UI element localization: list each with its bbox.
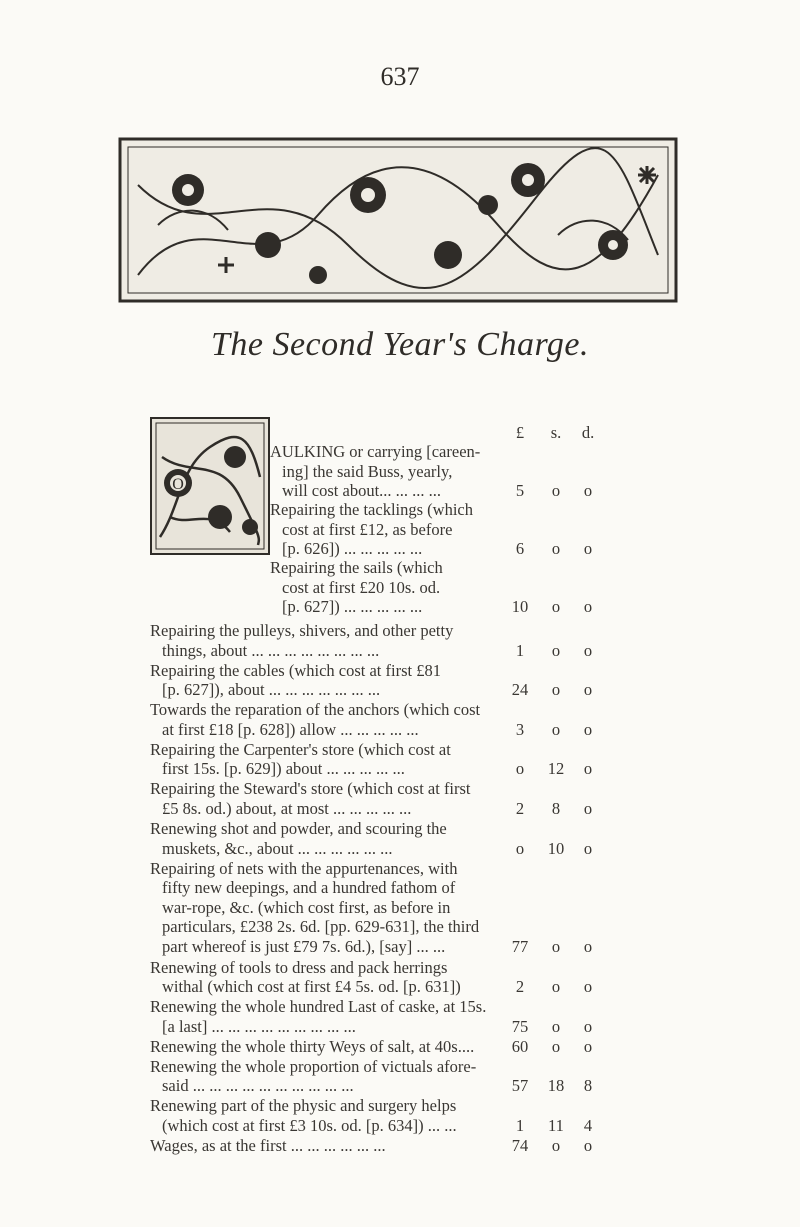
charge-entry [150,859,750,957]
entry-text: Renewing shot and powder, and scouring the [150,819,447,838]
entry-text: Repairing of nets with the appurtenances, with [150,858,458,878]
charge-entry [150,1096,750,1135]
charge-entry [150,1057,750,1096]
entry-text: muskets, &c., about ... ... ... ... ... ... [162,838,393,858]
entry-text: (which cost at first £3 10s. od. [p. 634]) ... ... [162,1115,457,1135]
charge-entry [150,819,750,858]
pence-column-header: d. [581,423,595,442]
entry-text: Repairing the pulleys, shivers, and other petty [150,621,454,640]
pence-value: o [583,1016,593,1036]
pence-value: o [583,597,593,616]
entry-text: Repairing the cables (which cost at first £81 [150,660,441,680]
entry-text: fifty new deepings, and a hundred fathom of [162,878,456,898]
entry-text: £5 8s. od.) about, at most ... ... ... ... ... [162,798,412,818]
entry-text: will cost about... ... ... ... [282,481,442,500]
shillings-value: 8 [551,798,561,818]
entry-line [150,819,750,839]
svg-text:O: O [172,476,184,493]
pounds-value: 75 [511,1016,529,1036]
charge-entry [150,779,750,818]
shillings-value: o [551,640,561,660]
shillings-value: o [551,936,561,956]
entry-text: withal (which cost at first £4 5s. od. [p. 631]) [162,977,461,997]
entry-line [150,1017,750,1037]
entry-line [150,799,750,819]
shillings-value: o [551,1036,561,1056]
entry-text: Repairing the Carpenter's store (which cost at [150,739,451,759]
entry-line [150,481,750,501]
entry-text: AULKING or carrying [careen- [270,442,481,461]
pounds-value: 74 [511,1135,529,1155]
pounds-value: 1 [515,640,525,660]
entry-line [150,578,750,598]
charge-entry [150,997,750,1036]
entry-line [150,740,750,760]
floral-headpiece-ornament [118,135,678,305]
pence-value: o [583,539,593,558]
entry-line [150,661,750,681]
pence-value: o [583,481,593,500]
pence-value: o [583,1036,593,1056]
shillings-value: o [551,1016,561,1036]
charge-entry [150,700,750,739]
entry-line [150,641,750,661]
entry-line [150,1136,750,1156]
entry-line [150,720,750,740]
entry-text: [p. 626]) ... ... ... ... ... [282,539,423,558]
entry-text: Repairing the sails (which [270,558,443,577]
shillings-value: o [551,680,561,700]
entry-text: Renewing the whole hundred Last of caske, at 15s. [150,997,487,1017]
entry-line [150,1096,750,1116]
entry-text: things, about ... ... ... ... ... ... ... ... [162,640,380,660]
entry-line [150,1037,750,1057]
pence-value: o [583,759,593,779]
pounds-value: 2 [515,798,525,818]
entry-text: particulars, £238 2s. 6d. [pp. 629-631], the third [162,917,480,937]
entry-text: cost at first £12, as before [282,519,453,539]
charge-entry [150,1037,750,1057]
entry-line [150,500,750,520]
entry-text: at first £18 [p. 628]) allow ... ... ... ... ... [162,719,419,739]
entry-line [150,839,750,859]
entry-line [150,759,750,779]
pounds-value: 57 [511,1076,529,1096]
pounds-value: 6 [515,539,525,558]
entry-line [150,958,750,978]
pounds-value: 2 [515,977,525,997]
entry-text: Wages, as at the first ... ... ... ... ... ... [150,1135,386,1155]
entry-text: Repairing the Steward's store (which cost at first [150,779,471,799]
pence-value: o [583,798,593,818]
shillings-column-header: s. [550,423,562,442]
pounds-value: 3 [515,719,525,739]
entry-line [150,859,750,879]
entry-line [150,700,750,720]
pounds-value: 60 [511,1036,529,1056]
entry-text: part whereof is just £79 7s. 6d.), [say] ... ... [162,936,446,956]
entry-text: cost at first £20 10s. od. [282,577,441,597]
pence-value: 4 [583,1115,593,1135]
charge-entry [150,558,750,617]
shillings-value: 11 [548,1115,564,1135]
charge-entry [150,661,750,700]
entry-text: ing] the said Buss, yearly, [282,461,453,481]
charge-entry [150,621,750,660]
entry-text: Repairing the tacklings (which [270,500,473,519]
shillings-value: o [551,719,561,739]
pence-value: o [583,1135,593,1155]
pence-value: o [583,977,593,997]
entry-text: Renewing part of the physic and surgery helps [150,1096,457,1116]
entry-text: [a last] ... ... ... ... ... ... ... ... ... [162,1016,356,1036]
shillings-value: o [551,539,561,558]
entry-line [150,442,750,462]
entry-line [150,597,750,617]
shillings-value: o [551,597,561,616]
entry-line [150,1116,750,1136]
entry-line [150,520,750,540]
entry-line [150,937,750,957]
entry-line [150,977,750,997]
pounds-value: 5 [515,481,525,500]
chapter-title: The Second Year's Charge. [210,326,590,363]
shillings-value: o [551,1135,561,1155]
entry-text: Renewing of tools to dress and pack herrings [150,957,448,977]
pounds-value: 24 [511,680,529,700]
entry-line [150,917,750,937]
entry-line [150,779,750,799]
charge-entry [150,1136,750,1156]
entry-line [150,680,750,700]
shillings-value: o [551,977,561,997]
pence-value: o [583,838,593,858]
entry-line [150,997,750,1017]
pence-value: o [583,936,593,956]
entry-text: [p. 627]) ... ... ... ... ... [282,597,423,616]
entry-text: [p. 627]), about ... ... ... ... ... ... ... [162,680,381,700]
shillings-value: o [551,481,561,500]
entry-text: Towards the reparation of the anchors (which cost [150,700,481,720]
entry-text: first 15s. [p. 629]) about ... ... ... ... ... [162,759,405,779]
pounds-value: o [515,759,525,779]
charge-entry [150,958,750,997]
pence-value: o [583,680,593,700]
charge-entry [150,500,750,559]
page-number: 637 [380,62,420,91]
pounds-value: o [515,838,525,858]
entry-line [150,878,750,898]
pounds-value: 1 [515,1115,525,1135]
pounds-column-header: £ [515,423,525,442]
entry-line [150,898,750,918]
shillings-value: 12 [547,759,565,779]
pence-value: o [583,640,593,660]
entry-line [150,1057,750,1077]
charge-entry [150,442,750,501]
entry-line [150,621,750,641]
entry-line [150,539,750,559]
pounds-value: 10 [511,597,529,616]
entry-line [150,1076,750,1096]
shillings-value: 10 [547,838,565,858]
pence-value: 8 [583,1076,593,1096]
entry-text: war-rope, &c. (which cost first, as before in [162,897,451,917]
entry-line [150,558,750,578]
entry-text: said ... ... ... ... ... ... ... ... ... ... [162,1076,354,1096]
entry-text: Renewing the whole proportion of victuals afore- [150,1056,477,1076]
charge-entry [150,740,750,779]
pounds-value: 77 [511,936,529,956]
shillings-value: 18 [547,1076,565,1096]
entry-line [150,462,750,482]
pence-value: o [583,719,593,739]
entry-text: Renewing the whole thirty Weys of salt, at 40s.... [150,1036,475,1056]
